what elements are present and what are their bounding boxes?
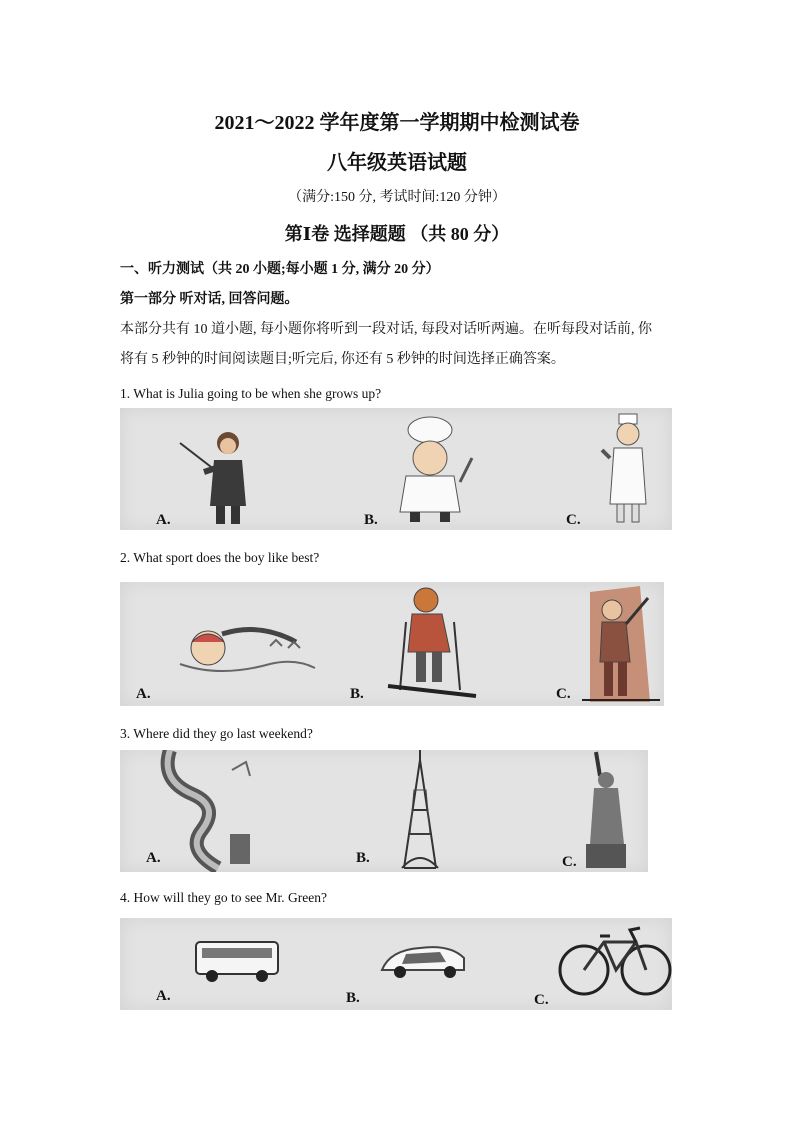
doctor-icon: [602, 414, 646, 522]
option-b-label: B.: [346, 990, 360, 1006]
part-one-heading: 第一部分 听对话, 回答问题。: [120, 292, 299, 307]
teacher-icon: [180, 432, 246, 524]
question-2-picture: [120, 582, 664, 706]
exam-subtitle: 八年级英语试题: [327, 152, 467, 174]
option-c-label: C.: [562, 854, 577, 870]
question-4-picture: [120, 918, 672, 1010]
score-time-note: （满分:150 分, 考试时间:120 分钟）: [288, 190, 506, 205]
skier-icon: [388, 588, 476, 696]
instructions-line-2: 将有 5 秒钟的时间阅读题目;听完后, 你还有 5 秒钟的时间选择正确答案。: [120, 352, 565, 367]
bicycle-icon: [560, 928, 670, 994]
instructions-line-1: 本部分共有 10 道小题, 每小题你将听到一段对话, 每段对话听两遍。在听每段对话前, 你: [120, 322, 652, 337]
option-c-label: C.: [566, 512, 581, 528]
option-c-label: C.: [534, 992, 549, 1008]
option-a-label: A.: [156, 988, 171, 1004]
option-b-label: B.: [350, 686, 364, 702]
option-a-label: A.: [156, 512, 171, 528]
eiffel-tower-icon: [402, 750, 438, 868]
listening-section-heading: 一、听力测试（共 20 小题;每小题 1 分, 满分 20 分）: [120, 262, 440, 277]
bus-icon: [196, 942, 278, 982]
chef-icon: [400, 417, 472, 522]
car-icon: [382, 947, 464, 978]
question-3-text: 3. Where did they go last weekend?: [120, 726, 313, 741]
question-1-picture: [120, 408, 672, 530]
option-b-label: B.: [356, 850, 370, 866]
baseball-player-icon: [582, 586, 660, 702]
option-a-label: A.: [136, 686, 151, 702]
statue-of-liberty-icon: [586, 752, 626, 868]
exam-title: 2021～2022 学年度第一学期期中检测试卷: [214, 112, 580, 134]
option-c-label: C.: [556, 686, 571, 702]
option-a-label: A.: [146, 850, 161, 866]
question-4-text: 4. How will they go to see Mr. Green?: [120, 890, 327, 905]
volume-heading: 第Ⅰ卷 选择题题 （共 80 分）: [284, 224, 510, 244]
swimmer-icon: [180, 630, 315, 672]
question-1-text: 1. What is Julia going to be when she grows up?: [120, 386, 382, 401]
great-wall-icon: [168, 750, 250, 868]
option-b-label: B.: [364, 512, 378, 528]
question-3-picture: [120, 750, 648, 872]
question-2-text: 2. What sport does the boy like best?: [120, 550, 320, 565]
